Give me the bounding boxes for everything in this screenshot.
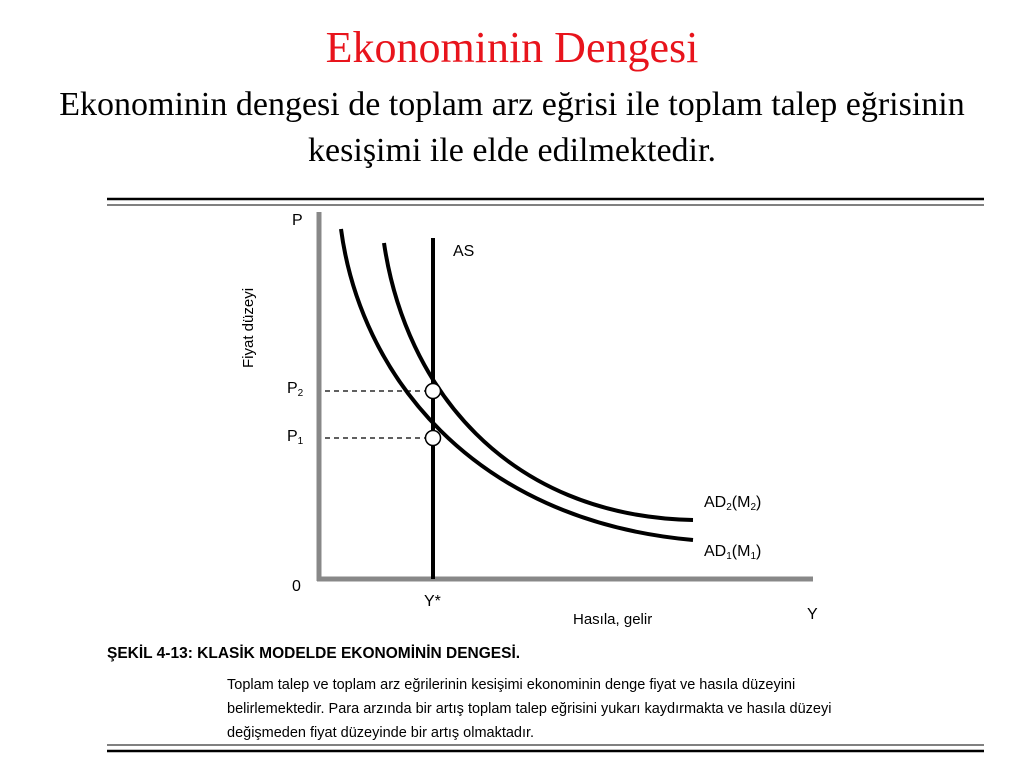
y-axis-label: Fiyat düzeyi [240,287,257,368]
equilibrium-point-1 [426,431,441,446]
ad1-curve [341,229,693,540]
as-label: AS [453,243,475,260]
ad2-label: AD2(M2) [704,494,762,513]
slide-title: Ekonominin Dengesi [325,23,699,72]
caption-line: Toplam talep ve toplam arz eğrilerinin kesişimi ekonominin denge fiyat ve hasıla düzeyini [227,677,796,693]
figure-caption-title: ŞEKİL 4-13: KLASİK MODELDE EKONOMİNİN DENGESİ. [107,645,521,662]
caption-line: belirlemektedir. Para arzında bir artış toplam talep eğrisini yukarı kaydırmakta ve hasıla düzeyi [227,701,832,717]
y-axis-letter: P [292,212,303,229]
figure-caption-body [227,673,967,745]
x-axis-letter: Y [807,606,818,623]
origin-label: 0 [292,578,301,595]
ystar-label: Y* [424,593,441,610]
ad2-curve [384,243,693,520]
ad1-label: AD1(M1) [704,543,762,562]
p2-label: P2 [287,380,304,399]
p1-label: P1 [287,428,304,447]
slide-subtitle: Ekonominin dengesi de toplam arz eğrisi ile toplam talep eğrisinin kesişimi ile elde edilmektedir. [59,86,965,169]
x-axis-label: Hasıla, gelir [573,611,653,628]
equilibrium-point-2 [426,384,441,399]
caption-line: değişmeden fiyat düzeyinde bir artış olmaktadır. [227,725,535,741]
